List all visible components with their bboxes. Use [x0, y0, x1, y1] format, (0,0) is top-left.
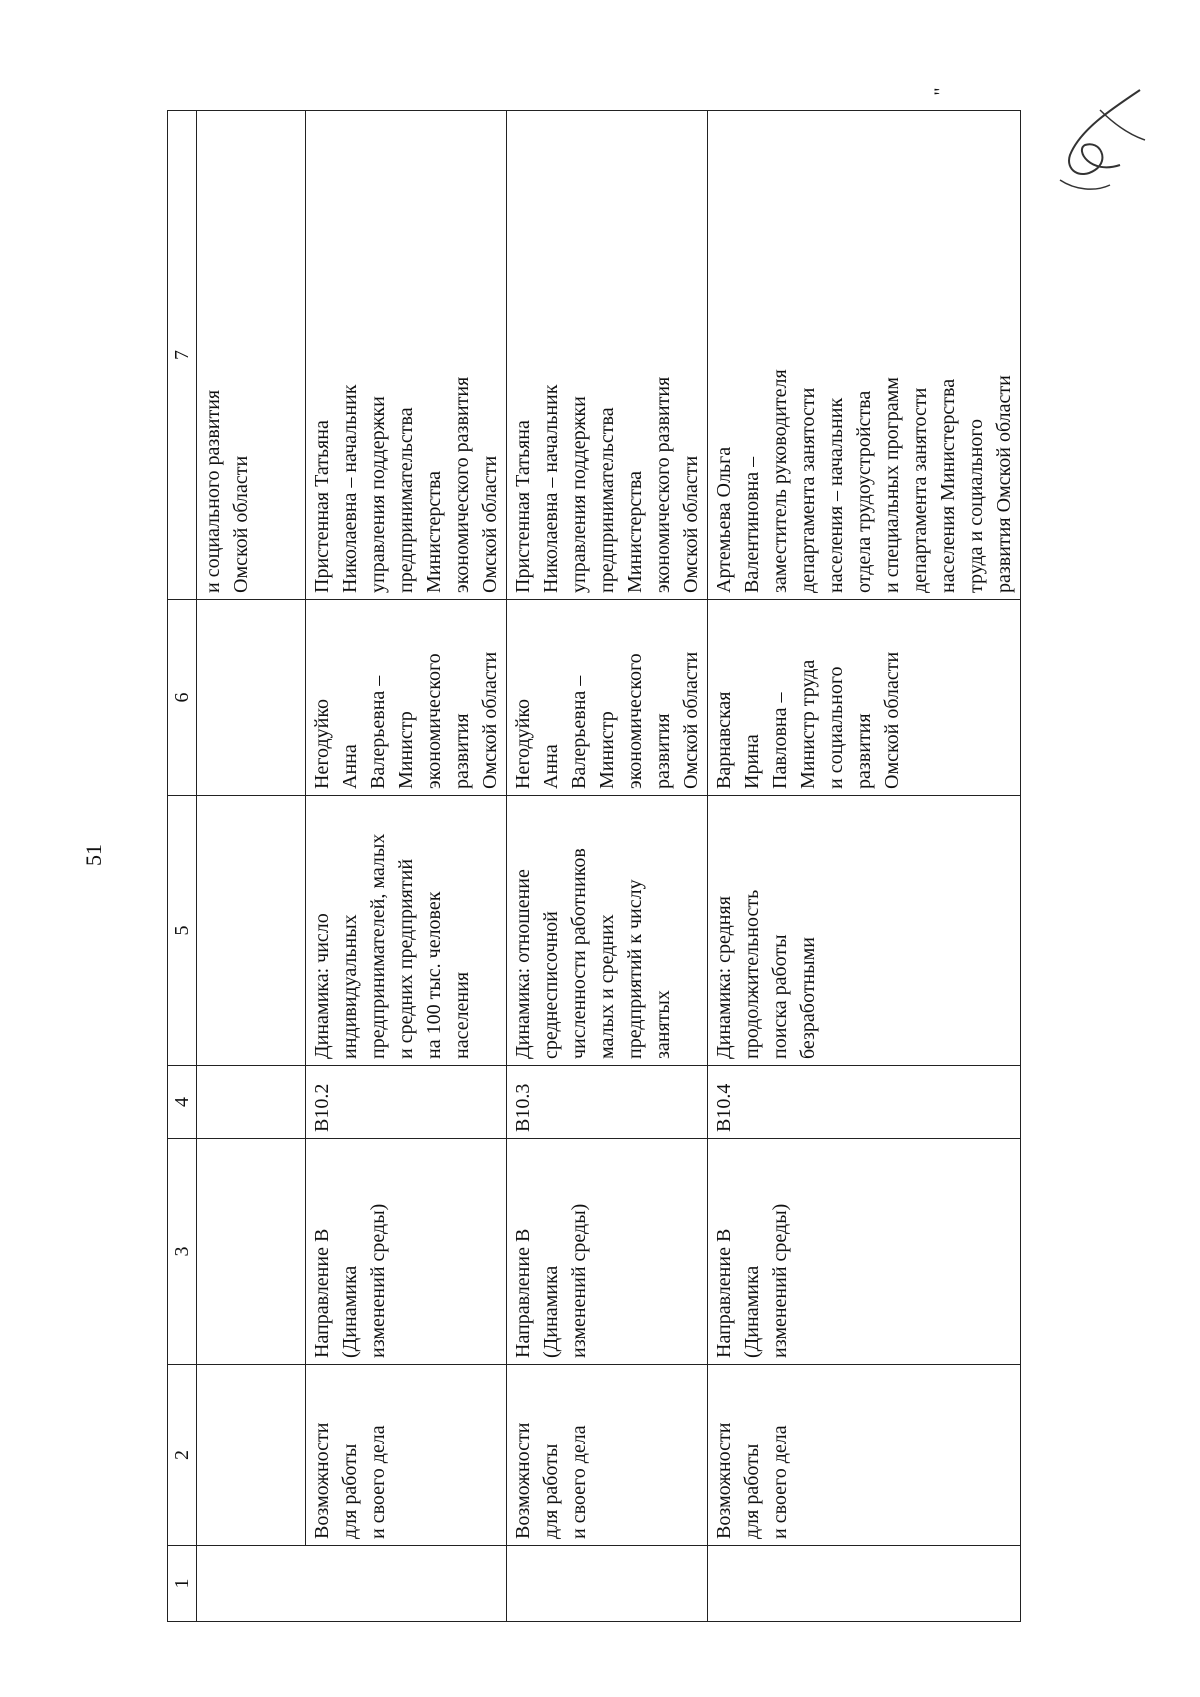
official-cell: Негодуйко Анна Валерьевна – Министр экономического развития Омской области	[306, 600, 507, 796]
responsible-cell: Артемьева Ольга Валентиновна – заместитель руководителя департамента занятости населения – начальник отдела трудоустройства и специальных программ департамента занятости населения Министерства труда и социального развития Омской области	[708, 111, 1021, 600]
official-cell: Варнавская Ирина Павловна – Министр труда и социального развития Омской области	[708, 600, 1021, 796]
table-cell	[708, 1546, 1021, 1622]
category-cell: Возможности для работы и своего дела	[306, 1365, 507, 1546]
responsible-continuation-cell: и социального развития Омской области	[197, 111, 306, 600]
direction-cell: Направление В (Динамика изменений среды)	[507, 1139, 708, 1365]
table-cell	[507, 1546, 708, 1622]
header-col-7: 7	[168, 111, 197, 600]
header-col-2: 2	[168, 1365, 197, 1546]
code-cell: В10.3	[507, 1066, 708, 1139]
closing-quote-mark: "	[930, 87, 953, 96]
table-row	[306, 111, 507, 1622]
header-col-1: 1	[168, 1546, 197, 1622]
indicator-cell: Динамика: число индивидуальных предпринимателей, малых и средних предприятий на 100 тыс. человек населения	[306, 796, 507, 1066]
table-cell	[197, 796, 306, 1066]
direction-cell: Направление В (Динамика изменений среды)	[306, 1139, 507, 1365]
direction-cell: Направление В (Динамика изменений среды)	[708, 1139, 1021, 1365]
table-cell	[197, 1066, 306, 1139]
responsible-cell: Пристенная Татьяна Николаевна – начальник управления поддержки предпринимательства Министерства экономического развития Омской области	[507, 111, 708, 600]
category-cell: Возможности для работы и своего дела	[708, 1365, 1021, 1546]
table-cell	[306, 1546, 507, 1622]
table-cell	[197, 1139, 306, 1365]
table-row	[507, 111, 708, 1622]
header-col-6: 6	[168, 600, 197, 796]
table-cell	[197, 1546, 306, 1622]
table-cell	[197, 1365, 306, 1546]
indicators-table	[167, 110, 1021, 1622]
header-col-5: 5	[168, 796, 197, 1066]
handwritten-signature-icon	[1040, 80, 1160, 200]
page-number: 51	[81, 844, 106, 866]
official-cell: Негодуйко Анна Валерьевна – Министр экономического развития Омской области	[507, 600, 708, 796]
table-cell	[197, 600, 306, 796]
header-row	[168, 111, 197, 1622]
header-col-3: 3	[168, 1139, 197, 1365]
responsible-cell: Пристенная Татьяна Николаевна – начальник управления поддержки предпринимательства Министерства экономического развития Омской области	[306, 111, 507, 600]
continuation-row	[197, 111, 306, 1622]
category-cell: Возможности для работы и своего дела	[507, 1365, 708, 1546]
code-cell: В10.4	[708, 1066, 1021, 1139]
indicator-cell: Динамика: средняя продолжительность поиска работы безработными	[708, 796, 1021, 1066]
table-row	[708, 111, 1021, 1622]
rotated-table-container	[167, 111, 1015, 1622]
header-col-4: 4	[168, 1066, 197, 1139]
indicator-cell: Динамика: отношение среднесписочной численности работников малых и средних предприятий к числу занятых	[507, 796, 708, 1066]
code-cell: В10.2	[306, 1066, 507, 1139]
